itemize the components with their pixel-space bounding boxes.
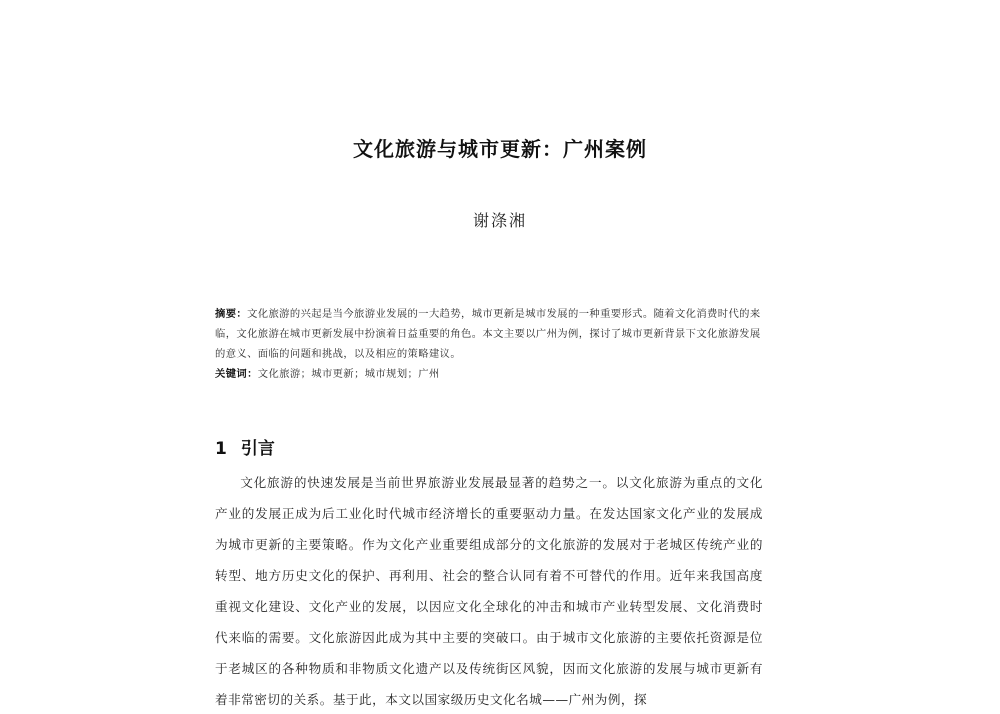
section-number: 1	[215, 439, 227, 459]
abstract-label: 摘要：	[215, 308, 248, 320]
paper-author: 谢涤湘	[472, 211, 527, 230]
section-title: 引言	[240, 439, 275, 459]
body-paragraph: 文化旅游的快速发展是当前世界旅游业发展最显著的趋势之一。以文化旅游为重点的文化产业的发展正成为后工业化时代城市经济增长的重要驱动力量。在发达国家文化产业的发展成为城市更新的主要策略。作为文化产业重要组成部分的文化旅游的发展对于老城区传统产业的转型、地方历史文化的保护、再利用、社会的整合认同有着不可替代的作用。近年来我国高度重视文化建设、文化产业的发展，以因应文化全球化的冲击和城市产业转型发展、文化消费时代来临的需要。文化旅游因此成为其中主要的突破口。由于城市文化旅游的主要依托资源是位于老城区的各种物质和非物质文化遗产以及传统街区风貌，因而文化旅游的发展与城市更新有着非常密切的关系。基于此，本文以国家级历史文化名城——广州为例，探	[215, 475, 763, 707]
abstract	[215, 304, 765, 364]
keywords-label: 关键词：	[215, 368, 258, 380]
keywords	[215, 364, 440, 384]
section-heading	[215, 434, 275, 459]
abstract-text: 文化旅游的兴起是当今旅游业发展的一大趋势，城市更新是城市发展的一种重要形式。随着文化消费时代的来临，文化旅游在城市更新发展中扮演着日益重要的角色。本文主要以广州为例，探讨了城市更新背景下文化旅游发展的意义、面临的问题和挑战，以及相应的策略建议。	[215, 308, 761, 360]
paper-title: 文化旅游与城市更新：广州案例	[353, 137, 647, 161]
keywords-text: 文化旅游；城市更新；城市规划；广州	[257, 368, 440, 380]
